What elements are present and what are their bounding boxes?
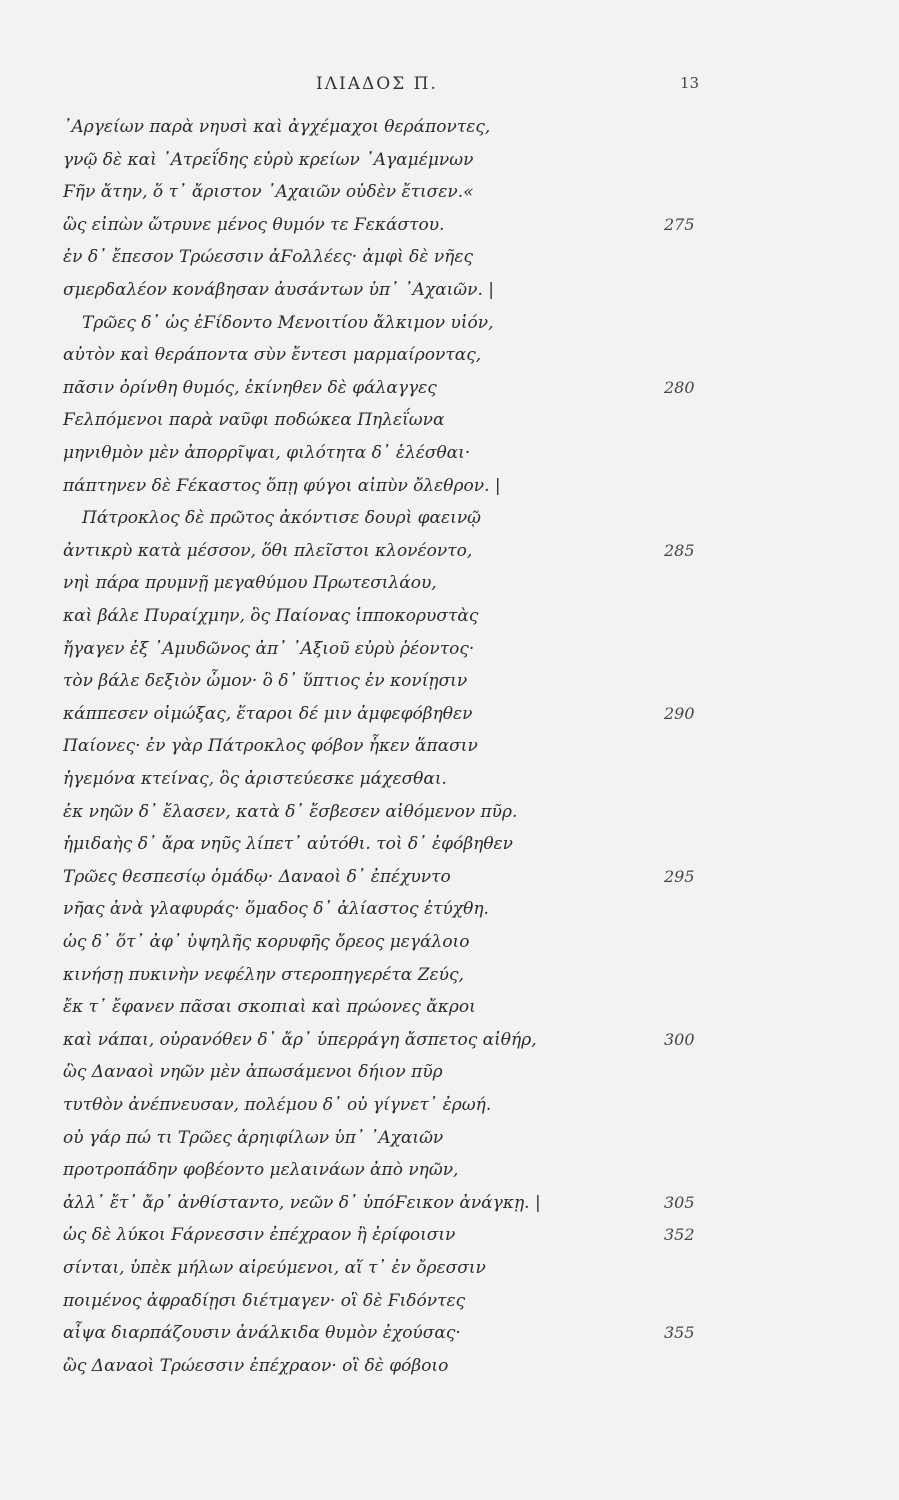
verse-line-text: πᾶσιν ὀρίνθη θυμός, ἐκίνηθεν δὲ φάλαγγες <box>63 378 437 398</box>
verse-line <box>0 340 899 372</box>
verse-line <box>0 405 899 437</box>
verse-line-text: σμερδαλέον κονάβησαν ἀυσάντων ὑπ᾿ ᾿Αχαιῶν. | <box>63 280 494 300</box>
verse-line <box>0 1318 899 1350</box>
verse-line-text: νῆας ἀνὰ γλαφυράς· ὅμαδος δ᾿ ἀλίαστος ἐτύχθη. <box>63 899 489 919</box>
verse-line <box>0 242 899 274</box>
verse-line-text: ὣς Δαναοὶ Τρώεσσιν ἐπέχραον· οἳ δὲ φόβοιο <box>63 1356 449 1376</box>
verse-line-text: Ϝῆν ἄτην, ὅ τ᾿ ἄριστον ᾿Αχαιῶν οὐδὲν ἔτισεν.« <box>63 182 474 202</box>
verse-line-text: Τρῶες δ᾿ ὡς ἐϜίδοντο Μενοιτίου ἄλκιμον υἱόν, <box>82 313 494 333</box>
verse-line <box>0 1123 899 1155</box>
verse-line-text: ὡς δὲ λύκοι Ϝάρνεσσιν ἐπέχραον ἢ ἐρίφοισιν <box>63 1225 456 1245</box>
verse-line-text: ᾿Αργείων παρὰ νηυσὶ καὶ ἀγχέμαχοι θεράποντες, <box>63 117 491 137</box>
verse-line-text: ἐν δ᾿ ἔπεσον Τρώεσσιν ἀϜολλέες· ἀμφὶ δὲ νῆες <box>63 247 473 267</box>
verse-line <box>0 373 899 405</box>
verse-line <box>0 829 899 861</box>
verse-line <box>0 699 899 731</box>
verse-line <box>0 1286 899 1318</box>
verse-line <box>0 731 899 763</box>
verse-line-text: ἐκ νηῶν δ᾿ ἔλασεν, κατὰ δ᾿ ἔσβεσεν αἰθόμενον πῦρ. <box>63 802 518 822</box>
verse-line-text: ὣς εἰπὼν ὤτρυνε μένος θυμόν τε Ϝεκάστου. <box>63 215 445 235</box>
verse-line-text: ἡγεμόνα κτείνας, ὃς ἀριστεύεσκε μάχεσθαι. <box>63 769 447 789</box>
running-head <box>0 74 899 98</box>
verse-line <box>0 992 899 1024</box>
verse-line <box>0 1025 899 1057</box>
verse-line-text: μηνιθμὸν μὲν ἀπορρῖψαι, φιλότητα δ᾿ ἑλέσθαι· <box>63 443 471 463</box>
verse-line-text: προτροπάδην φοβέοντο μελαινάων ἀπὸ νηῶν, <box>63 1160 459 1180</box>
verse-line-text: τυτθὸν ἀνέπνευσαν, πολέμου δ᾿ οὐ γίγνετ᾿ ἐρωή. <box>63 1095 492 1115</box>
verse-line <box>0 894 899 926</box>
verse-line <box>0 536 899 568</box>
verse-line <box>0 927 899 959</box>
verse-line <box>0 503 899 535</box>
verse-line <box>0 568 899 600</box>
verse-line <box>0 438 899 470</box>
verse-line-text: γνῷ δὲ καὶ ᾿Ατρεΐδης εὐρὺ κρείων ᾿Αγαμέμνων <box>63 150 474 170</box>
verse-line-text: κάππεσεν οἰμώξας, ἕταροι δέ μιν ἀμφεφόβηθεν <box>63 704 473 724</box>
verse-line-text: πάπτηνεν δὲ Ϝέκαστος ὅπῃ φύγοι αἰπὺν ὄλεθρον. | <box>63 476 501 496</box>
verse-line-text: ἡμιδαὴς δ᾿ ἄρα νηῦς λίπετ᾿ αὐτόθι. τοὶ δ᾿ ἐφόβηθεν <box>63 834 514 854</box>
verse-line-text: ὡς δ᾿ ὅτ᾿ ἀφ᾿ ὑψηλῆς κορυφῆς ὄρεος μεγάλοιο <box>63 932 470 952</box>
line-number: 275 <box>664 215 695 234</box>
verse-line-text: κινήσῃ πυκινὴν νεφέλην στεροπηγερέτα Ζεύς, <box>63 965 464 985</box>
verse-line-text: σίνται, ὑπὲκ μήλων αἱρεύμενοι, αἵ τ᾿ ἐν ὄρεσσιν <box>63 1258 486 1278</box>
verse-line-text: ἤγαγεν ἐξ ᾿Αμυδῶνος ἀπ᾿ ᾿Αξιοῦ εὐρὺ ῥέοντος· <box>63 639 475 659</box>
verse-line-text: νηὶ πάρα πρυμνῇ μεγαθύμου Πρωτεσιλάου, <box>63 573 437 593</box>
verse-line-text: Παίονες· ἐν γὰρ Πάτροκλος φόβον ἧκεν ἅπασιν <box>63 736 478 756</box>
verse-line <box>0 308 899 340</box>
verse-line-text: ἔκ τ᾿ ἔφανεν πᾶσαι σκοπιαὶ καὶ πρώονες ἄκροι <box>63 997 476 1017</box>
line-number: 295 <box>664 867 695 886</box>
verse-line-text: Τρῶες θεσπεσίῳ ὁμάδῳ· Δαναοὶ δ᾿ ἐπέχυντο <box>63 867 451 887</box>
line-number: 355 <box>664 1323 695 1342</box>
verse-line <box>0 1188 899 1220</box>
verse-line-text: ποιμένος ἀφραδίῃσι διέτμαγεν· οἳ δὲ Ϝιδόντες <box>63 1291 466 1311</box>
line-number: 352 <box>664 1225 695 1244</box>
verse-line <box>0 145 899 177</box>
verse-line-text: καὶ νάπαι, οὐρανόθεν δ᾿ ἄρ᾿ ὑπερράγη ἄσπετος αἰθήρ, <box>63 1030 537 1050</box>
verse-line-text: ἀντικρὺ κατὰ μέσσον, ὅθι πλεῖστοι κλονέοντο, <box>63 541 473 561</box>
line-number: 300 <box>664 1030 695 1049</box>
verse-line <box>0 1090 899 1122</box>
verse-line <box>0 1155 899 1187</box>
line-number: 280 <box>664 378 695 397</box>
verse-line <box>0 960 899 992</box>
running-title: ΙΛΙΑΔΟΣ Π. <box>316 74 438 94</box>
line-number: 290 <box>664 704 695 723</box>
verse-line <box>0 797 899 829</box>
verse-line <box>0 1351 899 1383</box>
verse-line <box>0 210 899 242</box>
verse-line-text: Πάτροκλος δὲ πρῶτος ἀκόντισε δουρὶ φαεινῷ <box>82 508 482 528</box>
verse-line-text: καὶ βάλε Πυραίχμην, ὃς Παίονας ἱπποκορυστὰς <box>63 606 479 626</box>
verse-line <box>0 177 899 209</box>
line-number: 285 <box>664 541 695 560</box>
verse-line-text: Ϝελπόμενοι παρὰ ναῦφι ποδώκεα Πηλεΐωνα <box>63 410 445 430</box>
verse-line-text: οὐ γάρ πώ τι Τρῶες ἀρηιφίλων ὑπ᾿ ᾿Αχαιῶν <box>63 1128 444 1148</box>
verse-line-text: τὸν βάλε δεξιὸν ὦμον· ὃ δ᾿ ὕπτιος ἐν κονίῃσιν <box>63 671 468 691</box>
verse-line <box>0 634 899 666</box>
page-number: 13 <box>680 74 700 92</box>
verse-line <box>0 601 899 633</box>
verse-line-text: αἶψα διαρπάζουσιν ἀνάλκιδα θυμὸν ἐχούσας· <box>63 1323 461 1343</box>
verse-line <box>0 275 899 307</box>
verse-line-text: ἀλλ᾿ ἔτ᾿ ἄρ᾿ ἀνθίσταντο, νεῶν δ᾿ ὑπόϜεικον ἀνάγκῃ. | <box>63 1193 541 1213</box>
verse-line <box>0 1057 899 1089</box>
line-number: 305 <box>664 1193 695 1212</box>
verse-line <box>0 112 899 144</box>
verse-line <box>0 1253 899 1285</box>
verse-line <box>0 862 899 894</box>
verse-line <box>0 764 899 796</box>
verse-line-text: αὐτὸν καὶ θεράποντα σὺν ἔντεσι μαρμαίροντας, <box>63 345 482 365</box>
verse-line <box>0 471 899 503</box>
verse-line <box>0 1220 899 1252</box>
verse-line-text: ὣς Δαναοὶ νηῶν μὲν ἀπωσάμενοι δήιον πῦρ <box>63 1062 443 1082</box>
verse-line <box>0 666 899 698</box>
